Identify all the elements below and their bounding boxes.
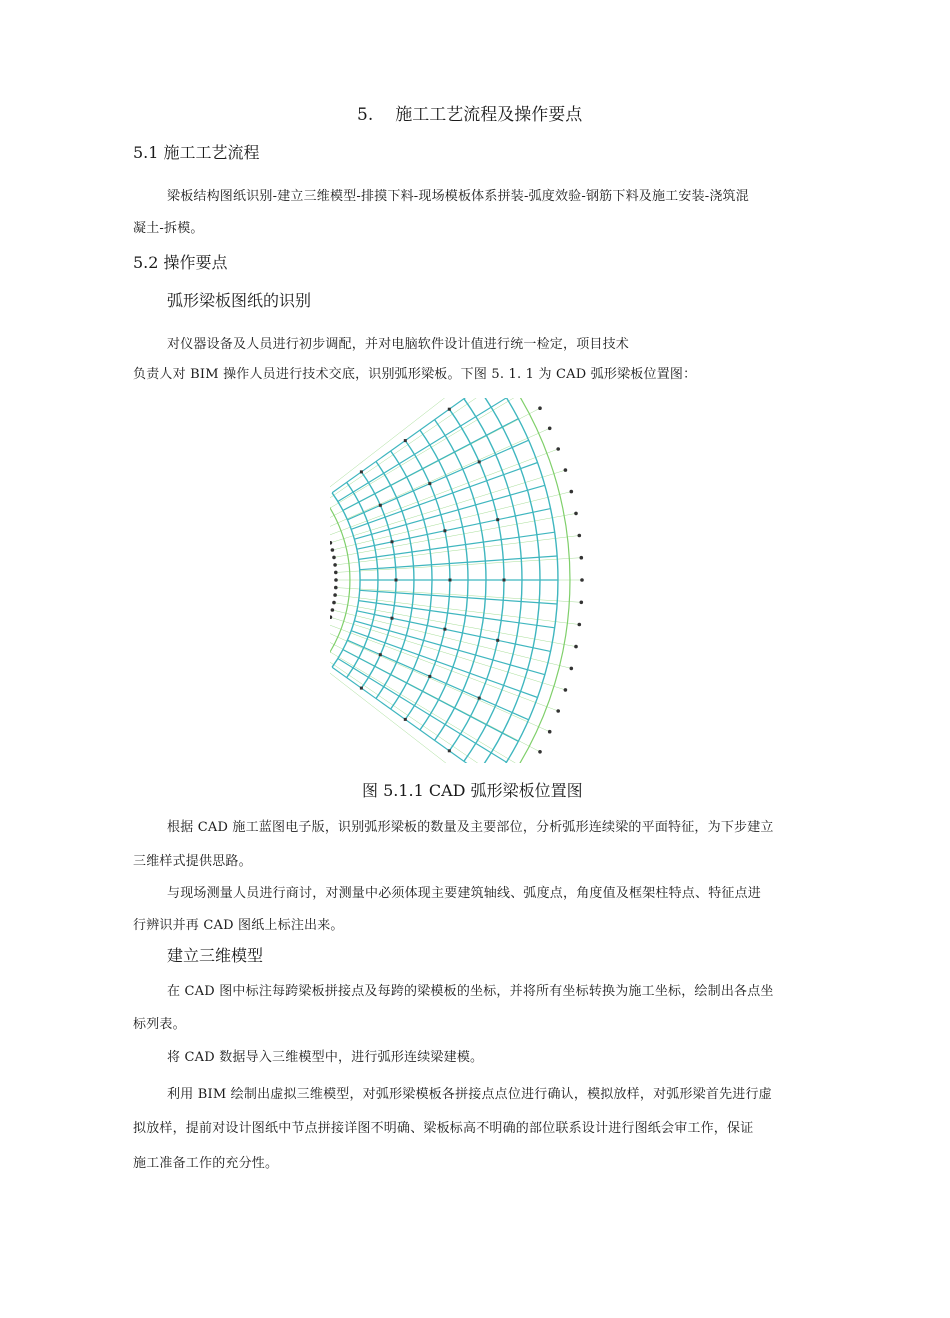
paragraph-2-line2: 三维样式提供思路。 — [133, 854, 252, 869]
column-node — [379, 653, 382, 656]
axis-node — [334, 578, 338, 582]
axis-radial-line — [330, 398, 529, 514]
column-node — [478, 697, 481, 700]
axis-node — [331, 608, 335, 612]
axis-node — [538, 406, 542, 410]
beam-radial — [338, 398, 507, 502]
beam-radial — [338, 659, 507, 763]
column-node — [443, 529, 446, 532]
beam-radial — [360, 556, 558, 570]
axis-radial-line — [330, 646, 529, 763]
column-node — [503, 579, 506, 582]
axis-node — [570, 490, 574, 494]
axis-radial-line — [330, 449, 558, 535]
paragraph-1-line2: 负责人对 BIM 操作人员进行技术交底，识别弧形梁板。下图 5. 1. 1 为 CAD 弧形梁板位置图： — [133, 367, 697, 382]
axis-node — [564, 688, 568, 692]
axis-radial-line — [330, 625, 558, 711]
axis-node — [330, 541, 332, 545]
column-node — [379, 504, 382, 507]
axis-node — [574, 512, 578, 516]
paragraph-4-line1: 在 CAD 图中标注每跨梁板拼接点及每跨的梁模板的坐标，并将所有坐标转换为施工坐标，绘制出各点坐 — [167, 984, 774, 999]
paragraph-5: 将 CAD 数据导入三维模型中，进行弧形连续梁建模。 — [167, 1050, 484, 1065]
beam-radial — [357, 611, 551, 652]
section-number: 5. — [357, 105, 374, 125]
axis-node — [330, 615, 332, 619]
axis-radial-line — [330, 408, 540, 521]
axis-node — [538, 750, 542, 754]
axis-node — [333, 563, 337, 567]
column-node — [428, 675, 431, 678]
axis-node — [578, 534, 582, 538]
column-node — [404, 718, 407, 721]
axis-radial-line — [330, 639, 540, 752]
axis-node — [331, 548, 335, 552]
axis-radial-line — [330, 659, 504, 764]
subheading-drawing-identification: 弧形梁板图纸的识别 — [167, 291, 312, 310]
axis-node — [332, 601, 336, 605]
cad-arc-beam-plan — [330, 398, 630, 763]
column-node — [360, 470, 363, 473]
axis-node — [564, 468, 568, 472]
axis-node — [578, 623, 582, 627]
column-node — [443, 628, 446, 631]
axis-node — [556, 709, 560, 713]
column-node — [449, 579, 452, 582]
axis-node — [333, 593, 337, 597]
beam-radial — [357, 509, 551, 550]
axis-node — [548, 427, 552, 431]
axis-node — [580, 578, 584, 582]
paragraph-6-line1: 利用 BIM 绘制出虚拟三维模型，对弧形梁模板各拼接点点位进行确认，模拟放样，对弧形梁首先进行虚 — [167, 1087, 772, 1102]
axis-radial-line — [338, 588, 582, 603]
section-title: 施工工艺流程及操作要点 — [395, 105, 583, 125]
axis-node — [556, 447, 560, 451]
column-node — [391, 617, 394, 620]
column-node — [496, 639, 499, 642]
paragraph-3-line1: 与现场测量人员进行商讨，对测量中必须体现主要建筑轴线、弧度点，角度值及框架柱特点、特征点进 — [167, 886, 762, 901]
axis-radial-line — [338, 558, 582, 573]
paragraph-5-1-line2: 凝土-拆模。 — [133, 221, 204, 236]
paragraph-4-line2: 标列表。 — [133, 1017, 186, 1032]
axis-node — [574, 645, 578, 649]
beam-radial — [360, 590, 558, 604]
axis-node — [548, 730, 552, 734]
paragraph-2-line1: 根据 CAD 施工蓝图电子版，识别弧形梁板的数量及主要部位，分析弧形连续梁的平面特征，为下步建立 — [167, 820, 774, 835]
paragraph-1-line1: 对仪器设备及人员进行初步调配，并对电脑软件设计值进行统一检定，项目技术 — [167, 337, 630, 352]
axis-node — [570, 667, 574, 671]
figure-caption: 图 5.1.1 CAD 弧形梁板位置图 — [362, 781, 583, 800]
column-node — [428, 482, 431, 485]
subheading-build-3d-model: 建立三维模型 — [167, 946, 264, 965]
axis-node — [332, 556, 336, 560]
axis-node — [580, 556, 584, 560]
paragraph-5-1-line1: 梁板结构图纸识别-建立三维模型-排摸下料-现场模板体系拼装-弧度效验-钢筋下料及施工安装-浇筑混 — [167, 189, 749, 204]
column-node — [395, 579, 398, 582]
column-node — [404, 439, 407, 442]
paragraph-6-line3: 施工准备工作的充分性。 — [133, 1156, 279, 1171]
axis-node — [334, 586, 338, 590]
axis-node — [334, 571, 338, 575]
paragraph-3-line2: 行辨识并再 CAD 图纸上标注出来。 — [133, 918, 344, 933]
heading-5-1: 5.1 施工工艺流程 — [133, 143, 260, 162]
paragraph-6-line2: 拟放样，提前对设计图纸中节点拼接详图不明确、梁板标高不明确的部位联系设计进行图纸会审工作，保证 — [133, 1121, 754, 1136]
column-node — [360, 687, 363, 690]
column-node — [448, 408, 451, 411]
column-node — [496, 518, 499, 521]
column-node — [478, 460, 481, 463]
column-node — [391, 540, 394, 543]
section-heading — [357, 100, 582, 125]
axis-radial-line — [330, 398, 504, 502]
heading-5-2: 5.2 操作要点 — [133, 253, 228, 272]
axis-node — [580, 601, 584, 605]
column-node — [448, 749, 451, 752]
